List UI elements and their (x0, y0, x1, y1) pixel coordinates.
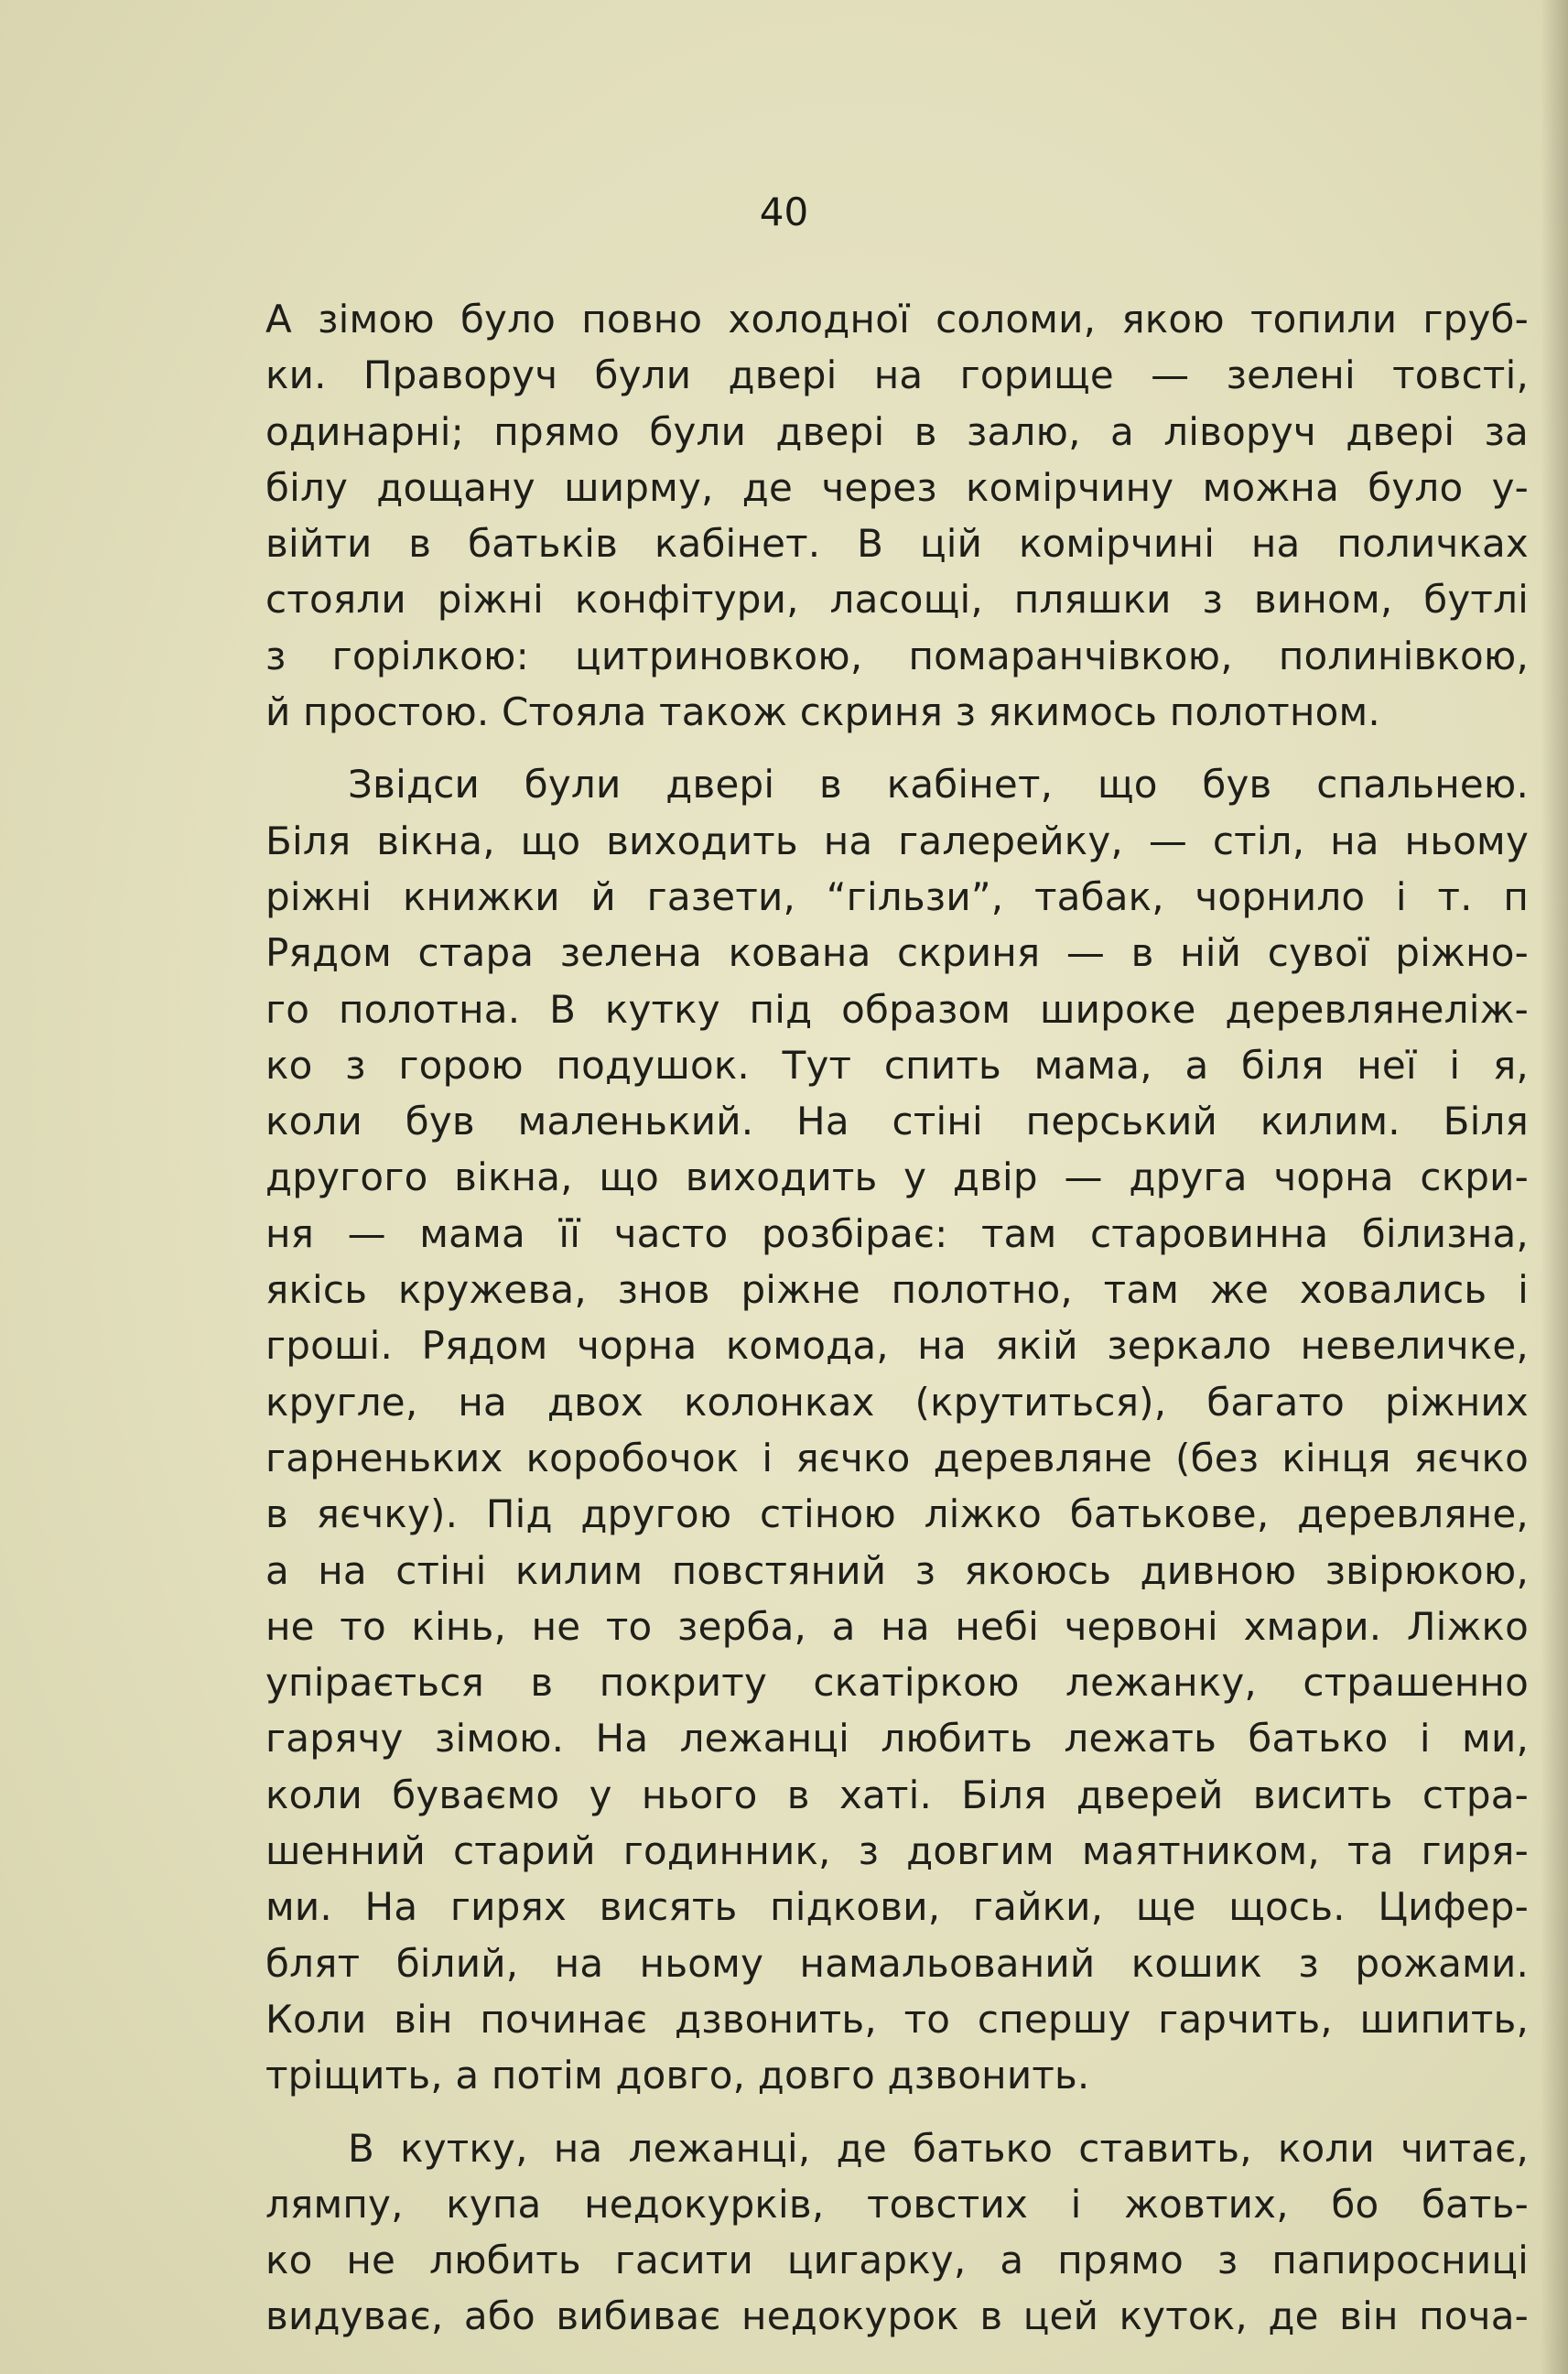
paragraph-spacer (265, 2104, 1529, 2120)
text-line: Біля вікна, що виходить на галерейку, — стіл, на ньому (265, 818, 1529, 863)
text-line: якісь кружева, знов ріжне полотно, там же ховались і (265, 1267, 1529, 1313)
text-line: з горілкою: цитриновкою, помаранчівкою, полинівкою, (265, 633, 1529, 678)
text-line: білу дощану ширму, де через комірчину можна було у- (265, 464, 1529, 510)
text-line: ріжні книжки й газети, “гільзи”, табак, чорнило і т. п (265, 873, 1529, 919)
text-line: гарячу зімою. На лежанці любить лежать батько і ми, (265, 1716, 1529, 1762)
text-line: лямпу, купа недокурків, товстих і жовтих, бо бать- (265, 2181, 1529, 2227)
text-line: ко не любить гасити цигарку, а прямо з папиросниці (265, 2238, 1529, 2283)
text-line: упірається в покриту скатіркою лежанку, страшенно (265, 1660, 1529, 1706)
body-text (265, 291, 1529, 2345)
text-line: В кутку, на лежанці, де батько ставить, коли читає, (348, 2125, 1529, 2171)
text-line: кругле, на двох колонках (крутиться), багато ріжних (265, 1379, 1529, 1425)
text-line: гроші. Рядом чорна комода, на якій зеркало невеличке, (265, 1323, 1529, 1369)
text-line: ки. Праворуч були двері на горище — зелені товсті, (265, 352, 1529, 398)
text-line: коли був маленький. На стіні перський килим. Біля (265, 1099, 1529, 1144)
text-line: гарненьких коробочок і яєчко деревляне (без кінця яєчко (265, 1435, 1529, 1480)
text-line: тріщить, а потім довго, довго дзвонить. (265, 2053, 1090, 2098)
page-edge-shadow (1541, 0, 1568, 2374)
text-line: стояли ріжні конфітури, ласощі, пляшки з вином, бутлі (265, 577, 1529, 623)
text-line: війти в батьків кабінет. В цій комірчині на поличках (265, 521, 1529, 567)
text-line: ми. На гирях висять підкови, гайки, ще щось. Цифер- (265, 1884, 1529, 1930)
text-line: Коли він починає дзвонить, то спершу гарчить, шипить, (265, 1996, 1529, 2042)
paragraph-3 (265, 2120, 1529, 2345)
text-line: Рядом стара зелена кована скриня — в ній сувої ріжно- (265, 930, 1529, 976)
text-line: блят білий, на ньому намальований кошик з рожами. (265, 1940, 1529, 1986)
page-number: 40 (759, 190, 809, 234)
text-line: в яєчку). Під другою стіною ліжко батькове, деревляне, (265, 1491, 1529, 1537)
text-line: й простою. Стояла також скриня з якимось полотном. (265, 689, 1380, 735)
text-line: одинарні; прямо були двері в залю, а ліворуч двері за (265, 408, 1529, 454)
text-line: шенний старий годинник, з довгим маятником, та гиря- (265, 1828, 1529, 1874)
text-line: А зімою було повно холодної соломи, якою топили груб- (265, 297, 1529, 341)
text-line: ня — мама її часто розбірає: там старовинна білизна, (265, 1210, 1529, 1256)
text-line: Звідси були двері в кабінет, що був спальнею. (348, 762, 1529, 808)
text-line: го полотна. В кутку під образом широке деревлянеліж- (265, 986, 1529, 1032)
text-line: другого вікна, що виходить у двір — друга чорна скри- (265, 1154, 1529, 1200)
text-line: не то кінь, не то зерба, а на небі червоні хмари. Ліжко (265, 1603, 1529, 1649)
paragraph-1 (265, 291, 1529, 740)
paragraph-spacer (265, 740, 1529, 756)
paragraph-2 (265, 756, 1529, 2103)
text-line: видуває, або вибиває недокурок в цей куток, де він поча- (265, 2293, 1529, 2339)
text-line: а на стіні килим повстяний з якоюсь дивною звірюкою, (265, 1547, 1529, 1593)
text-line: коли буваємо у нього в хаті. Біля дверей висить стра- (265, 1772, 1529, 1817)
text-line: ко з горою подушок. Тут спить мама, а біля неї і я, (265, 1042, 1529, 1088)
